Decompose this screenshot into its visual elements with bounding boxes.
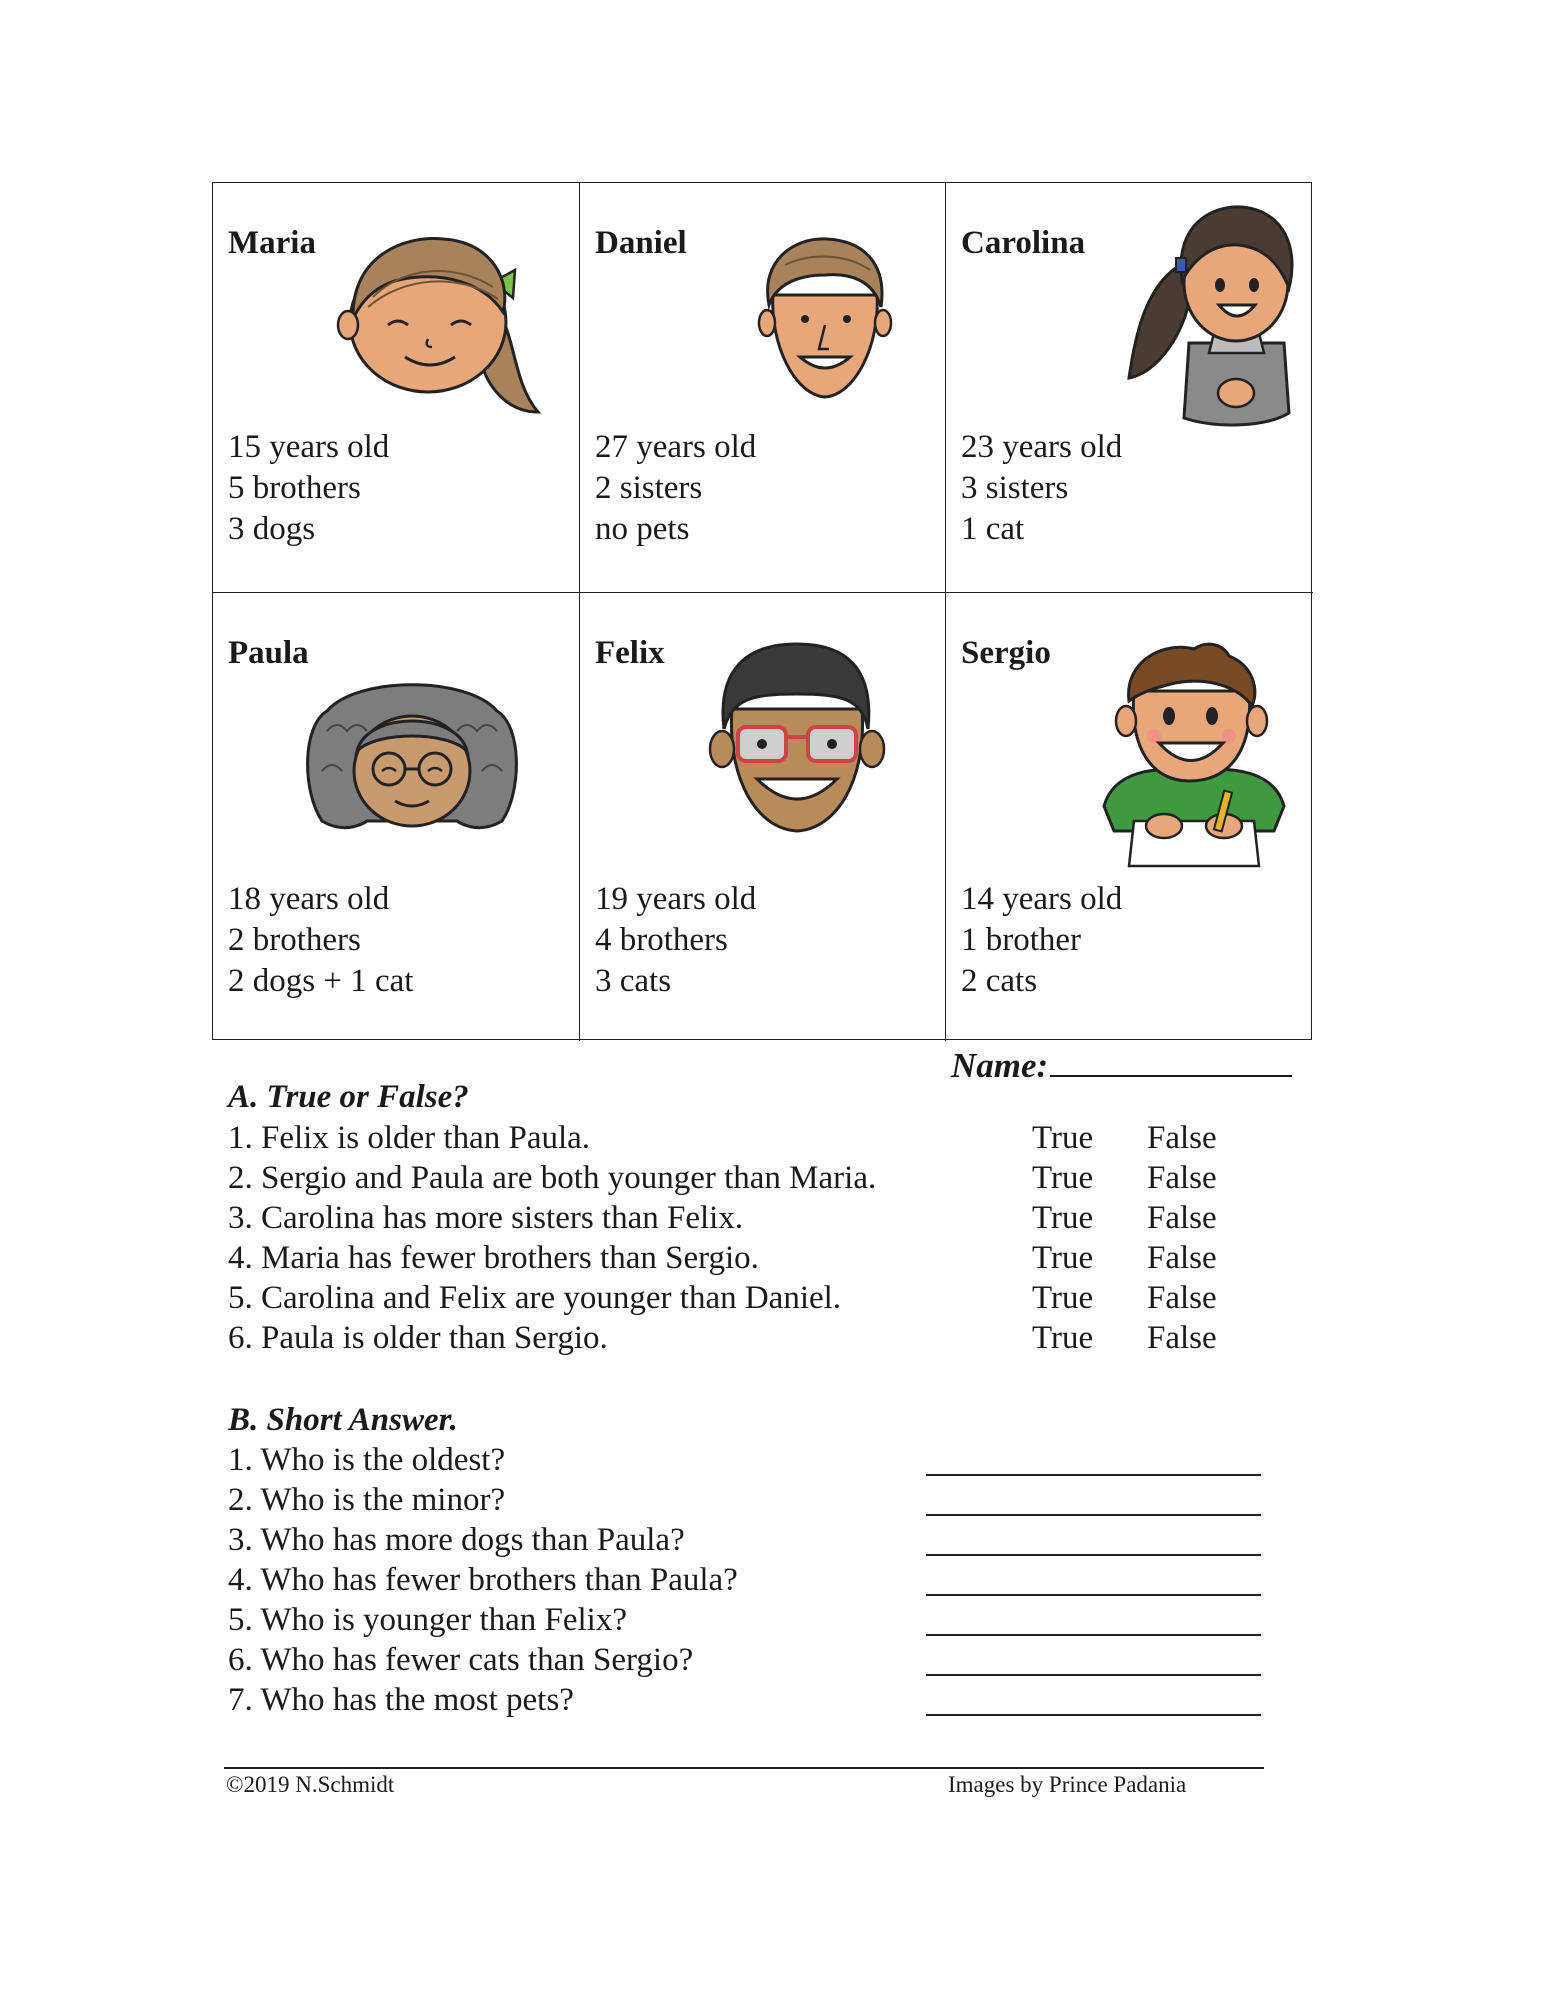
person-pets: no pets	[595, 511, 690, 547]
true-option[interactable]: True	[1032, 1160, 1094, 1196]
tf-question: 4. Maria has fewer brothers than Sergio.	[228, 1240, 759, 1276]
person-card-maria	[213, 183, 580, 593]
person-siblings: 4 brothers	[595, 922, 728, 958]
image-credit-text: Images by Prince Padania	[948, 1772, 1187, 1797]
person-siblings: 1 brother	[961, 922, 1082, 958]
person-name: Daniel	[595, 225, 687, 261]
short-answer-question: 6. Who has fewer cats than Sergio?	[228, 1642, 694, 1678]
true-option[interactable]: True	[1032, 1280, 1094, 1316]
person-siblings: 3 sisters	[961, 470, 1069, 506]
carolina-avatar-icon	[1124, 203, 1304, 433]
person-age: 14 years old	[961, 881, 1123, 917]
false-option[interactable]: False	[1147, 1280, 1217, 1316]
person-siblings: 2 brothers	[228, 922, 361, 958]
short-answer-question: 5. Who is younger than Felix?	[228, 1602, 627, 1638]
person-facts	[228, 427, 389, 550]
short-answer-question: 1. Who is the oldest?	[228, 1442, 506, 1478]
person-facts	[961, 427, 1122, 550]
short-answer-question: 7. Who has the most pets?	[228, 1682, 574, 1718]
person-name: Paula	[228, 635, 309, 671]
answer-line[interactable]	[926, 1714, 1261, 1716]
paula-avatar-icon	[297, 671, 527, 841]
section-b-title: B. Short Answer.	[228, 1402, 458, 1438]
footer-divider	[224, 1767, 1264, 1769]
tf-question: 3. Carolina has more sisters than Felix.	[228, 1200, 744, 1236]
true-option[interactable]: True	[1032, 1120, 1094, 1156]
name-label: Name:	[951, 1046, 1049, 1085]
person-card-paula	[213, 593, 580, 1041]
true-option[interactable]: True	[1032, 1240, 1094, 1276]
person-age: 27 years old	[595, 429, 757, 465]
answer-line[interactable]	[926, 1514, 1261, 1516]
person-card-sergio	[946, 593, 1313, 1041]
sergio-avatar-icon	[1094, 641, 1294, 871]
short-answer-question: 3. Who has more dogs than Paula?	[228, 1522, 685, 1558]
answer-line[interactable]	[926, 1554, 1261, 1556]
answer-line[interactable]	[926, 1674, 1261, 1676]
person-pets: 2 cats	[961, 963, 1038, 999]
false-option[interactable]: False	[1147, 1120, 1217, 1156]
person-name: Maria	[228, 225, 316, 261]
true-option[interactable]: True	[1032, 1200, 1094, 1236]
person-pets: 1 cat	[961, 511, 1025, 547]
person-age: 19 years old	[595, 881, 757, 917]
tf-question: 1. Felix is older than Paula.	[228, 1120, 591, 1156]
student-name-field[interactable]	[951, 1043, 1292, 1086]
answer-line[interactable]	[926, 1594, 1261, 1596]
maria-avatar-icon	[333, 227, 563, 427]
person-name: Felix	[595, 635, 665, 671]
person-age: 18 years old	[228, 881, 390, 917]
false-option[interactable]: False	[1147, 1160, 1217, 1196]
tf-question: 2. Sergio and Paula are both younger than Maria.	[228, 1160, 877, 1196]
false-option[interactable]: False	[1147, 1200, 1217, 1236]
person-facts	[595, 427, 756, 550]
false-option[interactable]: False	[1147, 1320, 1217, 1356]
true-option[interactable]: True	[1032, 1320, 1094, 1356]
person-pets: 2 dogs + 1 cat	[228, 963, 414, 999]
person-pets: 3 dogs	[228, 511, 316, 547]
tf-question: 6. Paula is older than Sergio.	[228, 1320, 608, 1356]
answer-line[interactable]	[926, 1634, 1261, 1636]
tf-question: 5. Carolina and Felix are younger than Daniel.	[228, 1280, 842, 1316]
person-card-felix	[580, 593, 946, 1041]
person-siblings: 2 sisters	[595, 470, 703, 506]
person-facts	[961, 879, 1122, 1002]
short-answer-question: 2. Who is the minor?	[228, 1482, 506, 1518]
person-name: Carolina	[961, 225, 1086, 261]
person-card-daniel	[580, 183, 946, 593]
short-answer-question: 4. Who has fewer brothers than Paula?	[228, 1562, 738, 1598]
person-age: 23 years old	[961, 429, 1123, 465]
person-siblings: 5 brothers	[228, 470, 361, 506]
name-blank-line[interactable]	[1050, 1043, 1292, 1077]
people-grid	[212, 182, 1312, 1040]
daniel-avatar-icon	[755, 235, 895, 405]
section-a-title: A. True or False?	[228, 1079, 469, 1115]
person-pets: 3 cats	[595, 963, 672, 999]
copyright-text: ©2019 N.Schmidt	[226, 1772, 395, 1797]
felix-avatar-icon	[702, 639, 892, 839]
false-option[interactable]: False	[1147, 1240, 1217, 1276]
person-facts	[595, 879, 756, 1002]
answer-line[interactable]	[926, 1474, 1261, 1476]
person-facts	[228, 879, 413, 1002]
person-age: 15 years old	[228, 429, 390, 465]
person-card-carolina	[946, 183, 1313, 593]
person-name: Sergio	[961, 635, 1051, 671]
